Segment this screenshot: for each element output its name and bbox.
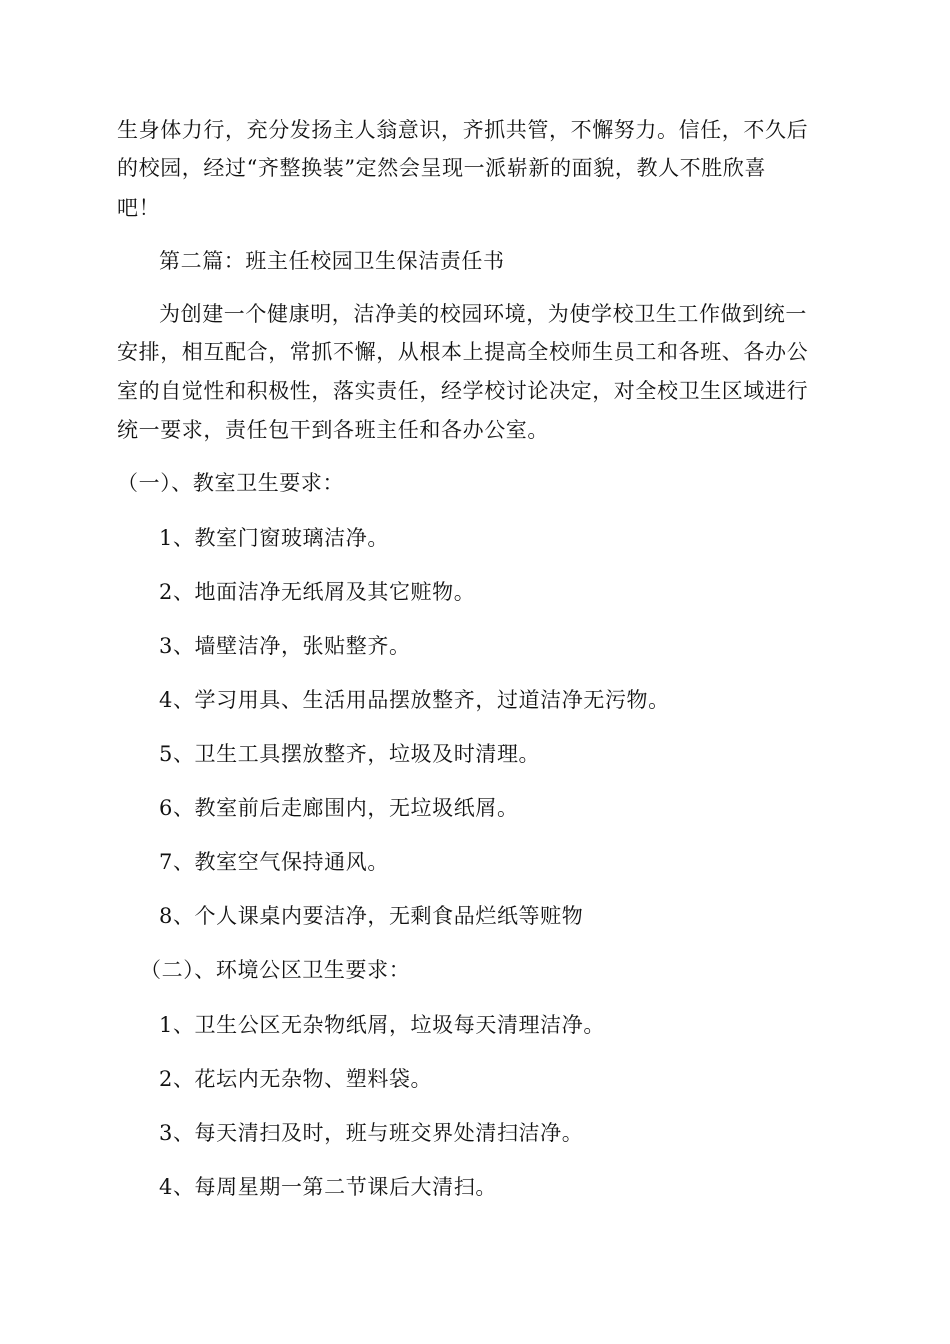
list-item: 7、教室空气保持通风。 [159, 850, 389, 874]
list-item: 6、教室前后走廊围内，无垃圾纸屑。 [159, 796, 519, 820]
paragraph-line: 的校园，经过“齐整换装”定然会呈现一派崭新的面貌，教人不胜欣喜 [117, 156, 767, 180]
paragraph-line: 吧！ [117, 196, 161, 220]
list-item: 2、地面洁净无纸屑及其它赃物。 [159, 580, 476, 604]
list-item: 8、个人课桌内要洁净，无剩食品烂纸等赃物 [159, 904, 584, 928]
list-item: 4、学习用具、生活用品摆放整齐，过道洁净无污物。 [159, 688, 670, 712]
paragraph-line: 为创建一个健康明，洁净美的校园环境，为使学校卫生工作做到统一 [159, 302, 807, 326]
subsection-heading: （一）、教室卫生要求： [117, 471, 345, 495]
list-item: 1、教室门窗玻璃洁净。 [159, 526, 389, 550]
paragraph-line: 统一要求，责任包干到各班主任和各办公室。 [117, 418, 549, 442]
paragraph-line: 安排，相互配合，常抓不懈，从根本上提高全校师生员工和各班、各办公 [117, 340, 809, 364]
section-title: 第二篇：班主任校园卫生保洁责任书 [159, 249, 505, 273]
list-item: 1、卫生公区无杂物纸屑，垃圾每天清理洁净。 [159, 1013, 605, 1037]
subsection-heading: （二）、环境公区卫生要求： [140, 958, 411, 982]
list-item: 4、每周星期一第二节课后大清扫。 [159, 1175, 497, 1199]
list-item: 2、花坛内无杂物、塑料袋。 [159, 1067, 433, 1091]
list-item: 3、墙壁洁净，张贴整齐。 [159, 634, 411, 658]
paragraph-line: 生身体力行，充分发扬主人翁意识，齐抓共管，不懈努力。信任，不久后 [117, 118, 809, 142]
paragraph-line: 室的自觉性和积极性，落实责任，经学校讨论决定，对全校卫生区域进行 [117, 379, 809, 403]
list-item: 5、卫生工具摆放整齐，垃圾及时清理。 [159, 742, 541, 766]
list-item: 3、每天清扫及时，班与班交界处清扫洁净。 [159, 1121, 584, 1145]
